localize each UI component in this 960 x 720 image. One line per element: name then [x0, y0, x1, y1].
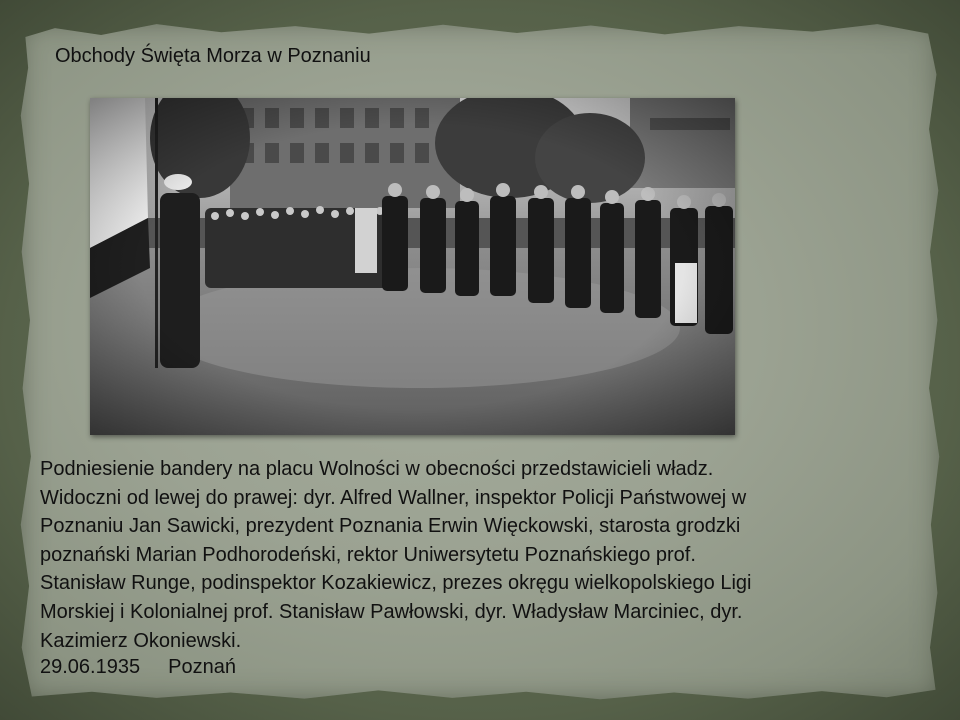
caption-line: Widoczni od lewej do prawej: dyr. Alfred Wallner, inspektor Policji Państwowej w — [40, 486, 747, 509]
photo-caption — [40, 455, 920, 655]
date-place-line — [40, 656, 236, 679]
photo-place: Poznań — [168, 656, 236, 678]
slide-title: Obchody Święta Morza w Poznaniu — [55, 45, 371, 67]
photo-date: 29.06.1935 — [40, 656, 141, 678]
caption-line: Stanisław Runge, podinspektor Kozakiewicz, prezes okręgu wielkopolskiego Ligi — [40, 572, 752, 595]
caption-line: Kazimierz Okoniewski. — [40, 629, 242, 652]
caption-line: Poznaniu Jan Sawicki, prezydent Poznania Erwin Więckowski, starosta grodzki — [40, 515, 741, 538]
caption-line: Podniesienie bandery na placu Wolności w obecności przedstawicieli władz. — [40, 458, 714, 480]
caption-line: poznański Marian Podhorodeński, rektor Uniwersytetu Poznańskiego prof. — [40, 543, 696, 566]
caption-line: Morskiej i Kolonialnej prof. Stanisław Pawłowski, dyr. Władysław Marciniec, dyr. — [40, 600, 743, 623]
historical-photo — [90, 98, 735, 435]
